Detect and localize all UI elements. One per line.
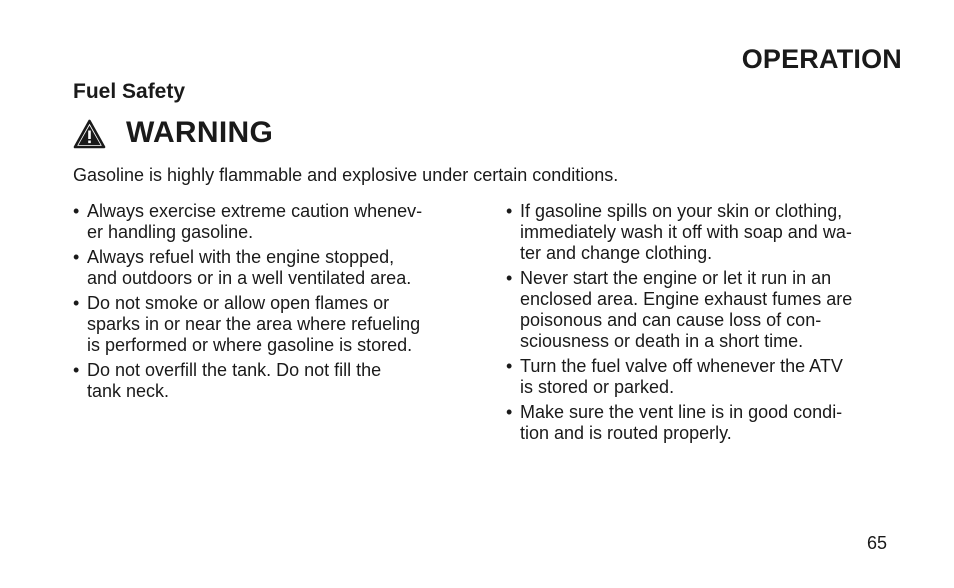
list-item-line: er handling gasoline.	[87, 222, 254, 242]
list-item-line: Make sure the vent line is in good condi-	[520, 402, 843, 422]
warning-intro-text: Gasoline is highly flammable and explosive under certain conditions.	[73, 165, 619, 185]
list-item-line: Do not smoke or allow open flames or	[87, 293, 390, 313]
list-item	[506, 402, 906, 444]
list-item-line: is performed or where gasoline is stored.	[87, 335, 413, 355]
bullet-symbol: •	[73, 293, 80, 313]
list-item-line: Always exercise extreme caution whenev-	[87, 201, 423, 221]
bullet-symbol: •	[506, 402, 513, 422]
bullet-symbol: •	[73, 247, 80, 267]
list-item	[73, 293, 473, 356]
subsection-title: Fuel Safety	[73, 80, 186, 103]
list-item-line: immediately wash it off with soap and wa-	[520, 222, 852, 242]
list-item-line: tank neck.	[87, 381, 170, 401]
warning-heading	[73, 116, 273, 150]
bullet-symbol: •	[506, 356, 513, 376]
list-item-line: Never start the engine or let it run in an	[520, 268, 832, 288]
list-item-line: sciousness or death in a short time.	[520, 331, 804, 351]
section-header: OPERATION	[741, 44, 902, 74]
list-item-line: sparks in or near the area where refueling	[87, 314, 421, 334]
list-item	[506, 201, 906, 264]
list-item-line: tion and is routed properly.	[520, 423, 732, 443]
list-item-line: Turn the fuel valve off whenever the ATV	[520, 356, 843, 376]
page-number: 65	[866, 533, 887, 553]
list-item-line: ter and change clothing.	[520, 243, 713, 263]
warning-label: WARNING	[126, 116, 274, 149]
list-item-line: is stored or parked.	[520, 377, 675, 397]
bullet-symbol: •	[73, 201, 80, 221]
list-item	[506, 356, 906, 398]
list-item	[73, 360, 473, 402]
bullet-symbol: •	[506, 268, 513, 288]
bullet-list-right	[506, 201, 906, 448]
list-item-line: enclosed area. Engine exhaust fumes are	[520, 289, 853, 309]
list-item-line: If gasoline spills on your skin or clothing,	[520, 201, 843, 221]
bullet-symbol: •	[506, 201, 513, 221]
list-item	[506, 268, 906, 352]
list-item-line: and outdoors or in a well ventilated area.	[87, 268, 412, 288]
bullet-symbol: •	[73, 360, 80, 380]
list-item-line: Do not overfill the tank. Do not fill the	[87, 360, 382, 380]
list-item	[73, 247, 473, 289]
list-item-line: Always refuel with the engine stopped,	[87, 247, 395, 267]
list-item	[73, 201, 473, 243]
bullet-list-left	[73, 201, 473, 406]
warning-triangle-icon	[73, 119, 106, 149]
list-item-line: poisonous and can cause loss of con-	[520, 310, 822, 330]
